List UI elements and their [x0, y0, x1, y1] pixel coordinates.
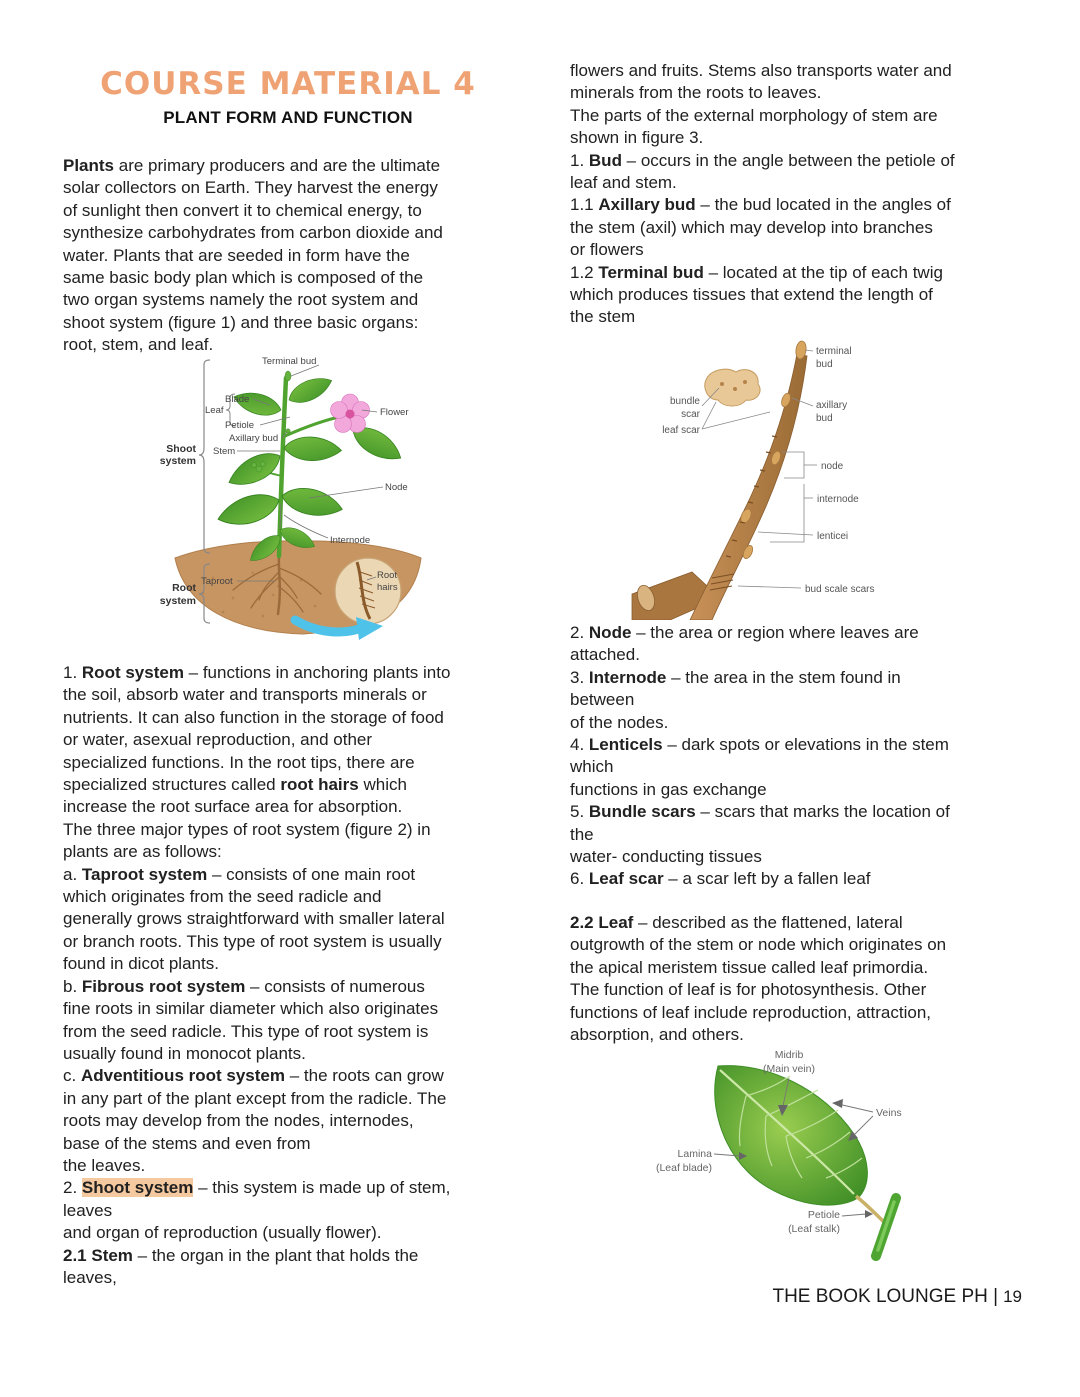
text-line: two organ systems namely the root system and	[63, 290, 419, 310]
text-line: or branch roots. This type of root system is usually	[63, 931, 442, 951]
text-line: in any part of the plant except from the radicle. The	[63, 1088, 447, 1108]
text-line: shoot system (figure 1) and three basic organs:	[63, 312, 419, 332]
fig1-label-axillary-bud: Axillary bud	[229, 433, 279, 444]
text-line: increase the root surface area for absorption.	[63, 797, 403, 817]
text-line: and organ of reproduction (usually flower).	[63, 1223, 382, 1243]
text-line: Plants are primary producers and are the ultimate	[63, 156, 441, 175]
text-line: generally grows straightforward with smaller lateral	[63, 909, 445, 929]
text-line: root, stem, and leaf.	[63, 335, 214, 355]
fig1-label-root-system-line1: Root	[172, 582, 196, 594]
leaffig-label-midrib-line1: Midrib	[774, 1049, 804, 1061]
fig1-label-petiole: Petiole	[225, 420, 255, 431]
fig3-label-leaf-scar: leaf scar	[662, 425, 700, 436]
text-line: The three major types of root system (figure 2) in	[63, 819, 431, 839]
text-line: a. Taproot system – consists of one main root	[63, 864, 416, 884]
fig1-label-leaf: Leaf	[205, 405, 224, 416]
text-line: the soil, absorb water and transports minerals or	[63, 685, 427, 705]
text-line: 2. Node – the area or region where leaves are	[570, 623, 919, 642]
figure3-twig-diagram	[570, 336, 1022, 620]
fig3-label-terminal-bud-line1: terminal	[816, 346, 852, 357]
text-line: minerals from the roots to leaves.	[570, 83, 822, 103]
text-line: The function of leaf is for photosynthesis. Other	[570, 980, 927, 1000]
text-line: 2. Shoot system – this system is made up of stem,	[63, 1178, 451, 1198]
text-line: leaves	[63, 1200, 113, 1220]
text-line: fine roots in similar diameter which also originates	[63, 999, 439, 1019]
text-line: the leaves.	[63, 1155, 146, 1175]
text-line: nutrients. It can also function in the storage of food	[63, 707, 444, 727]
text-line: flowers and fruits. Stems also transports water and	[570, 61, 952, 80]
text-line: of sunlight then convert it to chemical energy, to	[63, 200, 422, 220]
figure-leaf-diagram	[570, 1046, 1022, 1278]
text-line: solar collectors on Earth. They harvest the energy	[63, 178, 438, 198]
leaf-stem-segment	[876, 1198, 896, 1256]
text-line: 2.1 Stem – the organ in the plant that holds the	[63, 1245, 419, 1265]
text-line: functions in gas exchange	[570, 779, 767, 799]
text-line: the	[570, 824, 594, 844]
text-line: 6. Leaf scar – a scar left by a fallen leaf	[570, 869, 871, 889]
text-line: found in dicot plants.	[63, 954, 219, 974]
fig1-label-flower: Flower	[380, 407, 409, 418]
leaffig-label-veins: Veins	[876, 1107, 902, 1119]
text-line: 1. Root system – functions in anchoring plants into	[63, 663, 451, 682]
fig1-label-root-hairs-line1: Root	[377, 570, 398, 581]
fig3-label-bud-scale-scars: bud scale scars	[805, 584, 875, 595]
leaffig-label-midrib-line2: (Main vein)	[763, 1063, 815, 1075]
text-line: specialized functions. In the root tips, there are	[63, 752, 415, 772]
text-line: from the seed radicle. This type of root system is	[63, 1021, 429, 1041]
text-line: attached.	[570, 645, 640, 665]
footer-brand: THE BOOK LOUNGE PH |	[772, 1286, 999, 1307]
left-column-body	[63, 662, 528, 1289]
text-line: same basic body plan which is composed of the	[63, 268, 424, 288]
text-line: the apical meristem tissue called leaf primordia.	[570, 957, 929, 977]
leaffig-label-lamina-line1: Lamina	[677, 1148, 712, 1160]
text-line: absorption, and others.	[570, 1025, 744, 1045]
left-column-intro	[63, 155, 528, 357]
root-hairs-inset	[335, 558, 401, 624]
fig1-label-root-hairs-line2: hairs	[377, 582, 398, 593]
fig3-label-lenticel: lenticei	[817, 531, 849, 542]
leaffig-label-petiole-line1: Petiole	[807, 1209, 840, 1221]
text-line: leaves,	[63, 1267, 117, 1287]
text-line: 3. Internode – the area in the stem found in	[570, 667, 901, 687]
leaffig-label-petiole-line2: (Leaf stalk)	[788, 1223, 840, 1235]
fig1-label-stem: Stem	[213, 446, 236, 457]
text-line: of the nodes.	[570, 712, 669, 732]
fig3-label-axillary-bud-line1: axillary	[816, 400, 848, 411]
fig1-label-internode: Internode	[330, 535, 371, 546]
fig3-label-axillary-bud-line2: bud	[816, 413, 833, 424]
fig1-label-shoot-system-line2: system	[159, 455, 196, 467]
figure1-plant-diagram	[63, 348, 513, 648]
text-line: water. Plants that are seeded in form have the	[63, 245, 410, 265]
text-line: shown in figure 3.	[570, 128, 704, 148]
text-line: which originates from the seed radicle and	[63, 887, 382, 907]
text-line: specialized structures called root hairs which	[63, 775, 407, 795]
text-line: the stem	[570, 307, 636, 327]
page-number: 19	[1003, 1287, 1022, 1306]
text-line: 2.2 Leaf – described as the flattened, lateral	[570, 913, 903, 932]
fig3-label-node: node	[821, 461, 844, 472]
text-line: functions of leaf include reproduction, attraction,	[570, 1002, 931, 1022]
text-line: b. Fibrous root system – consists of numerous	[63, 976, 425, 996]
page-footer	[570, 1286, 1022, 1308]
fig1-label-root-system-line2: system	[159, 595, 196, 607]
leaffig-label-lamina-line2: (Leaf blade)	[655, 1162, 712, 1174]
text-line: 1.1 Axillary bud – the bud located in the angles of	[570, 195, 951, 215]
fig1-label-shoot-system-line1: Shoot	[166, 443, 196, 455]
text-line: or flowers	[570, 240, 644, 260]
flower	[331, 394, 370, 433]
text-line: water- conducting tissues	[570, 847, 762, 867]
fig3-label-bundle-scar-line2: scar	[681, 409, 700, 420]
text-line: the stem (axil) which may develop into branches	[570, 217, 933, 237]
page-subtitle: PLANT FORM AND FUNCTION	[163, 108, 413, 127]
text-line: plants are as follows:	[63, 842, 222, 862]
text-line: between	[570, 690, 635, 710]
text-line: c. Adventitious root system – the roots can grow	[63, 1066, 444, 1086]
fig1-label-node: Node	[385, 482, 408, 493]
leaf-scar-inset	[705, 369, 760, 406]
fig3-label-terminal-bud-line2: bud	[816, 359, 833, 370]
text-line: leaf and stem.	[570, 173, 677, 193]
text-line: 5. Bundle scars – scars that marks the location of	[570, 802, 950, 822]
right-column-leaf-paragraph	[570, 912, 1030, 1046]
text-line: 1.2 Terminal bud – located at the tip of each twig	[570, 262, 943, 282]
text-line: outgrowth of the stem or node which originates on	[570, 935, 947, 955]
fig3-label-bundle-scar-line1: bundle	[669, 396, 700, 407]
text-line: which	[570, 757, 614, 777]
fig1-label-terminal-bud: Terminal bud	[262, 356, 317, 367]
fig3-label-internode: internode	[817, 494, 859, 505]
right-column-top	[570, 60, 1030, 329]
fig1-label-taproot: Taproot	[201, 576, 233, 587]
text-line: usually found in monocot plants.	[63, 1043, 306, 1063]
fig1-label-blade: Blade	[225, 394, 250, 405]
text-line: which produces tissues that extend the length of	[570, 285, 933, 305]
text-line: 4. Lenticels – dark spots or elevations in the stem	[570, 735, 949, 755]
page-title: COURSE MATERIAL 4	[100, 66, 476, 102]
text-line: base of the stems and even from	[63, 1133, 311, 1153]
text-line: or water, asexual reproduction, and other	[63, 730, 373, 750]
right-column-stem-parts	[570, 622, 1030, 891]
text-line: 1. Bud – occurs in the angle between the petiole of	[570, 150, 955, 170]
text-line: roots may develop from the nodes, internodes,	[63, 1111, 414, 1131]
text-line: The parts of the external morphology of stem are	[570, 105, 938, 125]
text-line: synthesize carbohydrates from carbon dioxide and	[63, 223, 443, 243]
